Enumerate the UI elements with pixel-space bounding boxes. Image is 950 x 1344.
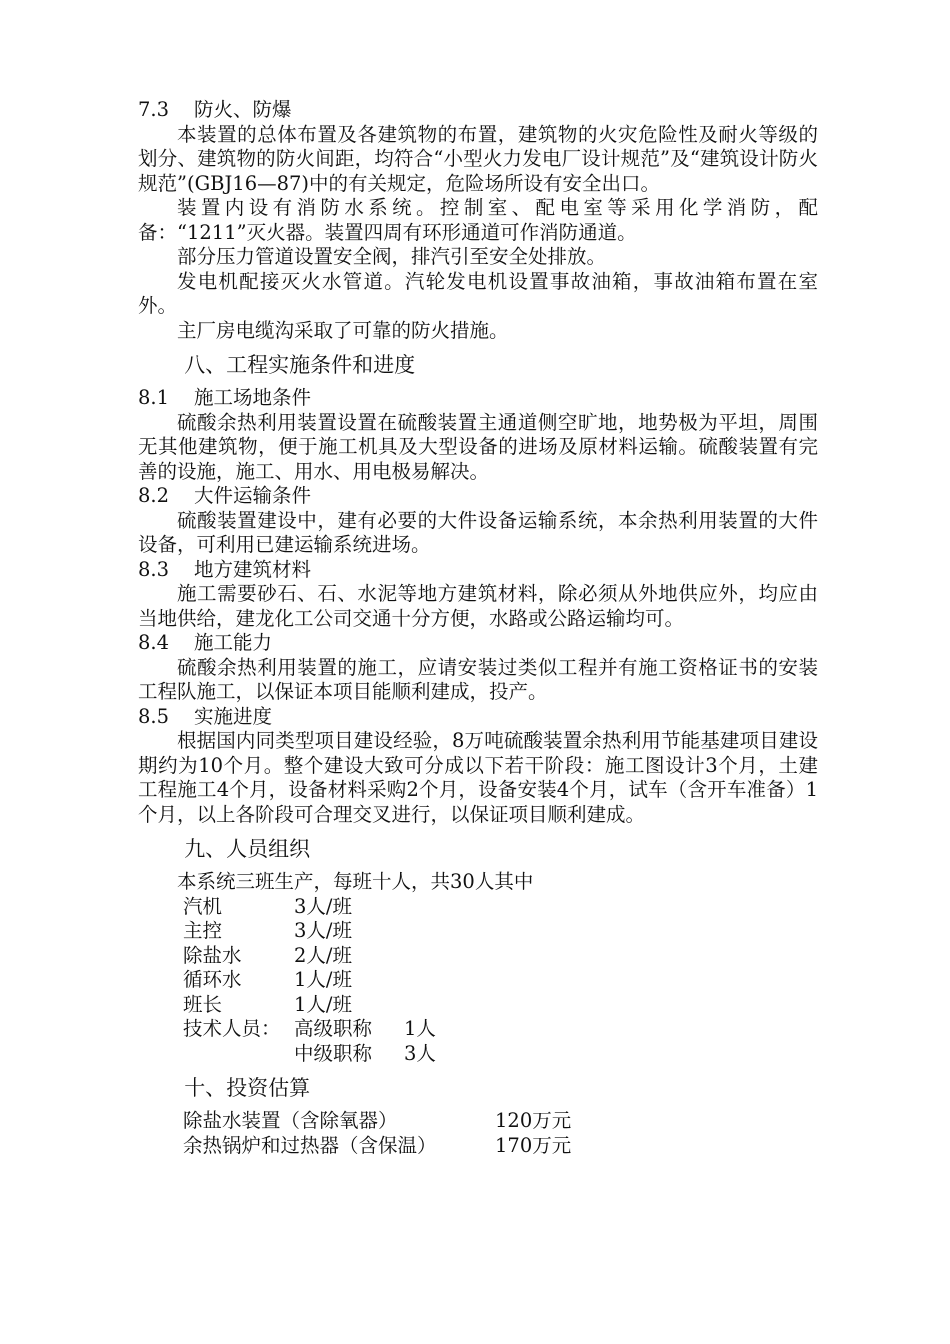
chapter-9-heading: 九、人员组织 — [184, 837, 311, 861]
staff-count: 3人/班 — [294, 919, 352, 942]
investment-item: 除盐水装置（含除氧器） — [183, 1109, 398, 1132]
section-title: 防火、防爆 — [194, 98, 292, 121]
staff-role: 汽机 — [183, 894, 223, 918]
tech-level: 高级职称 — [294, 1017, 373, 1040]
section-number: 8.1 — [138, 386, 170, 409]
tech-staff-row — [138, 1017, 818, 1042]
section-8-2-heading — [138, 484, 818, 509]
section-title: 实施进度 — [194, 704, 273, 728]
section-number: 8.2 — [138, 484, 170, 507]
staff-row — [138, 993, 818, 1018]
tech-staff-row — [138, 1042, 818, 1067]
section-8-1-heading — [138, 386, 818, 411]
staff-count: 1人/班 — [294, 992, 352, 1016]
section-title: 地方建筑材料 — [194, 557, 312, 581]
paragraph: 硫酸余热利用装置的施工，应请安装过类似工程并有施工资格证书的安装工程队施工，以保证本项目能顺利建成，投产。 — [138, 655, 818, 703]
section-title: 大件运输条件 — [194, 484, 312, 507]
tech-count: 1人 — [404, 1017, 436, 1040]
chapter-10-heading: 十、投资估算 — [184, 1076, 311, 1100]
section-8-5-heading — [138, 705, 818, 730]
paragraph: 装置内设有消防水系统。控制室、配电室等采用化学消防，配备：“1211”灭火器。装置四周有环形通道可作消防通道。 — [138, 196, 818, 244]
paragraph: 硫酸装置建设中，建有必要的大件设备运输系统，本余热利用装置的大件设备，可利用已建运输系统进场。 — [138, 508, 818, 556]
investment-row — [138, 1134, 818, 1159]
paragraph: 主厂房电缆沟采取了可靠的防火措施。 — [177, 318, 509, 342]
staff-count: 3人/班 — [294, 894, 352, 918]
paragraph: 硫酸余热利用装置设置在硫酸装置主通道侧空旷地，地势极为平坦，周围无其他建筑物，便于施工机具及大型设备的进场及原材料运输。硫酸装置有完善的设施，施工、用水、用电极易解决。 — [138, 410, 818, 483]
section-number: 8.5 — [138, 704, 170, 728]
paragraph: 部分压力管道设置安全阀，排汽引至安全处排放。 — [177, 245, 607, 268]
paragraph: 根据国内同类型项目建设经验，8万吨硫酸装置余热利用节能基建项目建设期约为10个月。整个建设大致可分成以下若干阶段：施工图设计3个月，土建工程施工4个月，设备材料采购2个月，设备安装4个月，试车（含开车准备）1个月，以上各阶段可合理交叉进行，以保证项目顺利建成。 — [138, 729, 818, 826]
staff-role: 班长 — [183, 992, 223, 1016]
section-title: 施工场地条件 — [194, 386, 312, 409]
tech-staff-label: 技术人员： — [183, 1017, 281, 1040]
section-8-4-heading — [138, 631, 818, 656]
staff-count: 1人/班 — [294, 968, 352, 991]
tech-count: 3人 — [404, 1041, 436, 1065]
paragraph: 发电机配接灭火水管道。汽轮发电机设置事故油箱，事故油箱布置在室外。 — [138, 269, 818, 317]
section-7-3-heading — [138, 98, 818, 123]
staff-intro: 本系统三班生产，每班十人，共30人其中 — [177, 870, 534, 893]
staff-row — [138, 968, 818, 993]
investment-amount: 170万元 — [495, 1133, 572, 1157]
tech-staff-spacer — [183, 1042, 294, 1067]
staff-count: 2人/班 — [294, 943, 352, 967]
paragraph: 本装置的总体布置及各建筑物的布置，建筑物的火灾危险性及耐火等级的划分、建筑物的防火间距，均符合“小型火力发电厂设计规范”及“建筑设计防火规范”(GBJ16—87)中的有关规定，危险场所设有安全出口。 — [138, 122, 818, 195]
section-number: 8.3 — [138, 557, 170, 581]
chapter-8-heading: 八、工程实施条件和进度 — [184, 353, 416, 377]
section-number: 8.4 — [138, 631, 170, 654]
staff-role: 主控 — [183, 919, 223, 942]
staff-row — [138, 895, 818, 920]
investment-row — [138, 1109, 818, 1134]
section-8-3-heading — [138, 558, 818, 583]
investment-amount: 120万元 — [495, 1109, 572, 1132]
section-number: 7.3 — [138, 98, 170, 121]
staff-row — [138, 919, 818, 944]
section-title: 施工能力 — [194, 631, 273, 654]
document-page — [138, 98, 818, 1158]
staff-role: 循环水 — [183, 968, 242, 991]
staff-row — [138, 944, 818, 969]
investment-item: 余热锅炉和过热器（含保温） — [183, 1133, 437, 1157]
tech-level: 中级职称 — [294, 1041, 373, 1065]
paragraph: 施工需要砂石、石、水泥等地方建筑材料，除必须从外地供应外，均应由当地供给，建龙化工公司交通十分方便，水路或公路运输均可。 — [138, 582, 818, 630]
staff-role: 除盐水 — [183, 943, 242, 967]
